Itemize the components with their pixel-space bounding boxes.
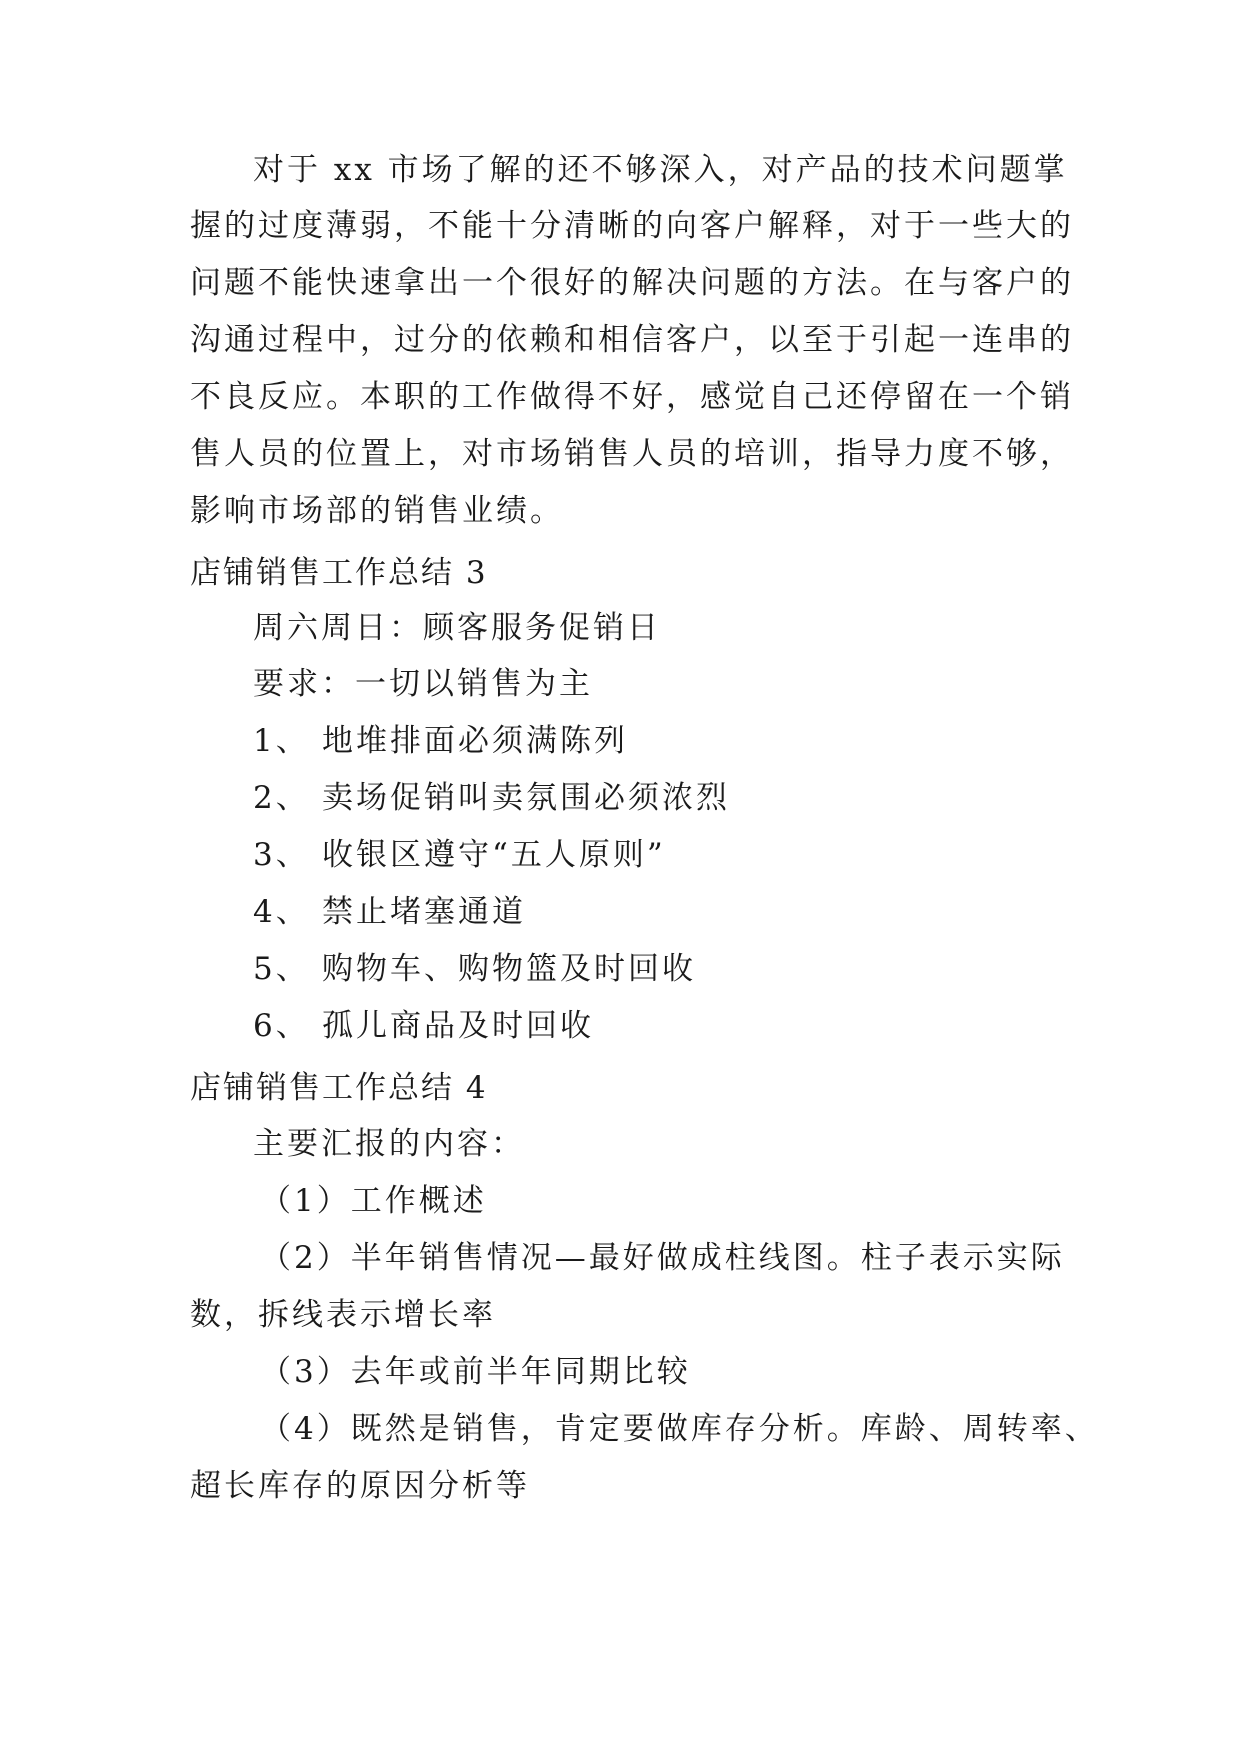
report-point: （1）工作概述 — [260, 1183, 487, 1219]
paragraph-line: 对于 xx 市场了解的还不够深入，对产品的技术问题掌 — [253, 152, 1068, 188]
report-point: （2）半年销售情况—最好做成柱线图。柱子表示实际 — [260, 1240, 1065, 1276]
paragraph-line: 握的过度薄弱，不能十分清晰的向客户解释，对于一些大的 — [190, 208, 1074, 244]
list-item-number: 5、 — [253, 951, 310, 987]
section3-requirement: 要求：一切以销售为主 — [253, 666, 593, 702]
paragraph-line: 沟通过程中，过分的依赖和相信客户，以至于引起一连串的 — [190, 322, 1074, 358]
list-item: 地堆排面必须满陈列 — [322, 723, 628, 759]
list-item-number: 2、 — [253, 780, 310, 816]
paragraph-line: 不良反应。本职的工作做得不好，感觉自己还停留在一个销 — [190, 379, 1074, 415]
report-point: （3）去年或前半年同期比较 — [260, 1354, 691, 1390]
list-item-number: 3、 — [253, 837, 310, 873]
report-point-continuation: 数，拆线表示增长率 — [190, 1297, 496, 1333]
list-item: 购物车、购物篮及时回收 — [322, 951, 696, 987]
section-heading-4: 店铺销售工作总结 4 — [190, 1070, 488, 1106]
list-item: 禁止堵塞通道 — [322, 894, 526, 930]
list-item-number: 1、 — [253, 723, 310, 759]
section3-day: 周六周日：顾客服务促销日 — [253, 610, 661, 646]
section4-intro: 主要汇报的内容： — [253, 1126, 525, 1162]
paragraph-line: 影响市场部的销售业绩。 — [190, 493, 564, 529]
list-item: 收银区遵守“五人原则” — [322, 837, 666, 873]
list-item: 卖场促销叫卖氛围必须浓烈 — [322, 780, 730, 816]
list-item-number: 6、 — [253, 1008, 310, 1044]
paragraph-line: 售人员的位置上，对市场销售人员的培训，指导力度不够， — [190, 436, 1074, 472]
report-point: （4）既然是销售，肯定要做库存分析。库龄、周转率、 — [260, 1411, 1099, 1447]
list-item-number: 4、 — [253, 894, 310, 930]
section-heading-3: 店铺销售工作总结 3 — [190, 555, 488, 591]
list-item: 孤儿商品及时回收 — [322, 1008, 594, 1044]
report-point-continuation: 超长库存的原因分析等 — [190, 1468, 530, 1504]
paragraph-line: 问题不能快速拿出一个很好的解决问题的方法。在与客户的 — [190, 265, 1074, 301]
